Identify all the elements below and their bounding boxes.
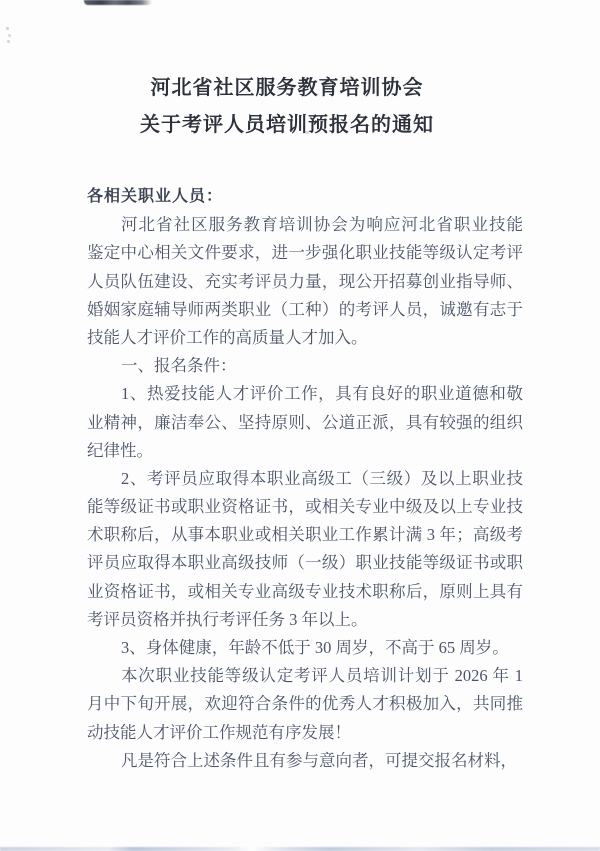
body-line: 考评员资格并执行考评任务 3 年以上。	[87, 609, 368, 629]
body-line: 一、报名条件：	[121, 356, 237, 376]
document-body	[87, 183, 523, 775]
body-line: 各相关职业人员：	[87, 188, 224, 205]
body-line: 技能人才评价工作的高质量人才加入。	[87, 327, 368, 347]
body-line: 河北省社区服务教育培训协会为响应河北省职业技能	[121, 215, 523, 235]
scan-smudge-artifact	[84, 0, 152, 5]
body-line: 婚姻家庭辅导师两类职业（工种）的考评人员，诚邀有志于	[87, 299, 523, 319]
document-title	[87, 70, 487, 144]
body-line: 月中下旬开展，欢迎符合条件的优秀人才积极加入，共同推	[87, 694, 523, 714]
body-line: 2、考评员应取得本职业高级工（三级）及以上职业技	[121, 468, 523, 488]
scan-bottom-edge-artifact	[0, 847, 600, 851]
body-line: 术职称后，从事本职业或相关职业工作累计满 3 年；高级考	[87, 525, 523, 545]
document-title-line-1: 河北省社区服务教育培训协会	[150, 77, 424, 99]
body-line: 1、热爱技能人才评价工作，具有良好的职业道德和敬	[121, 384, 523, 404]
scan-speck-artifact	[6, 27, 9, 30]
body-line: 人员队伍建设、充实考评员力量，现公开招募创业指导师、	[87, 271, 523, 291]
body-line: 纪律性。	[87, 440, 153, 460]
document-title-line-2: 关于考评人员培训预报名的通知	[140, 114, 434, 136]
body-line: 能等级证书或职业资格证书，或相关专业中级及以上专业技	[87, 497, 523, 517]
body-line: 3、身体健康，年龄不低于 30 周岁，不高于 65 周岁。	[121, 638, 509, 657]
body-line: 业资格证书，或相关专业高级专业技术职称后，原则上具有	[87, 581, 523, 601]
body-line: 本次职业技能等级认定考评人员培训计划于 2026 年 1	[121, 666, 524, 686]
body-line: 鉴定中心相关文件要求，进一步强化职业技能等级认定考评	[87, 243, 523, 263]
body-line: 评员应取得本职业高级技师（一级）职业技能等级证书或职	[87, 553, 523, 573]
body-line: 动技能人才评价工作规范有序发展！	[87, 722, 351, 742]
body-line: 凡是符合上述条件且有参与意向者，可提交报名材料，	[121, 750, 517, 770]
body-line: 业精神，廉洁奉公、坚持原则、公道正派，具有较强的组织	[87, 412, 523, 432]
